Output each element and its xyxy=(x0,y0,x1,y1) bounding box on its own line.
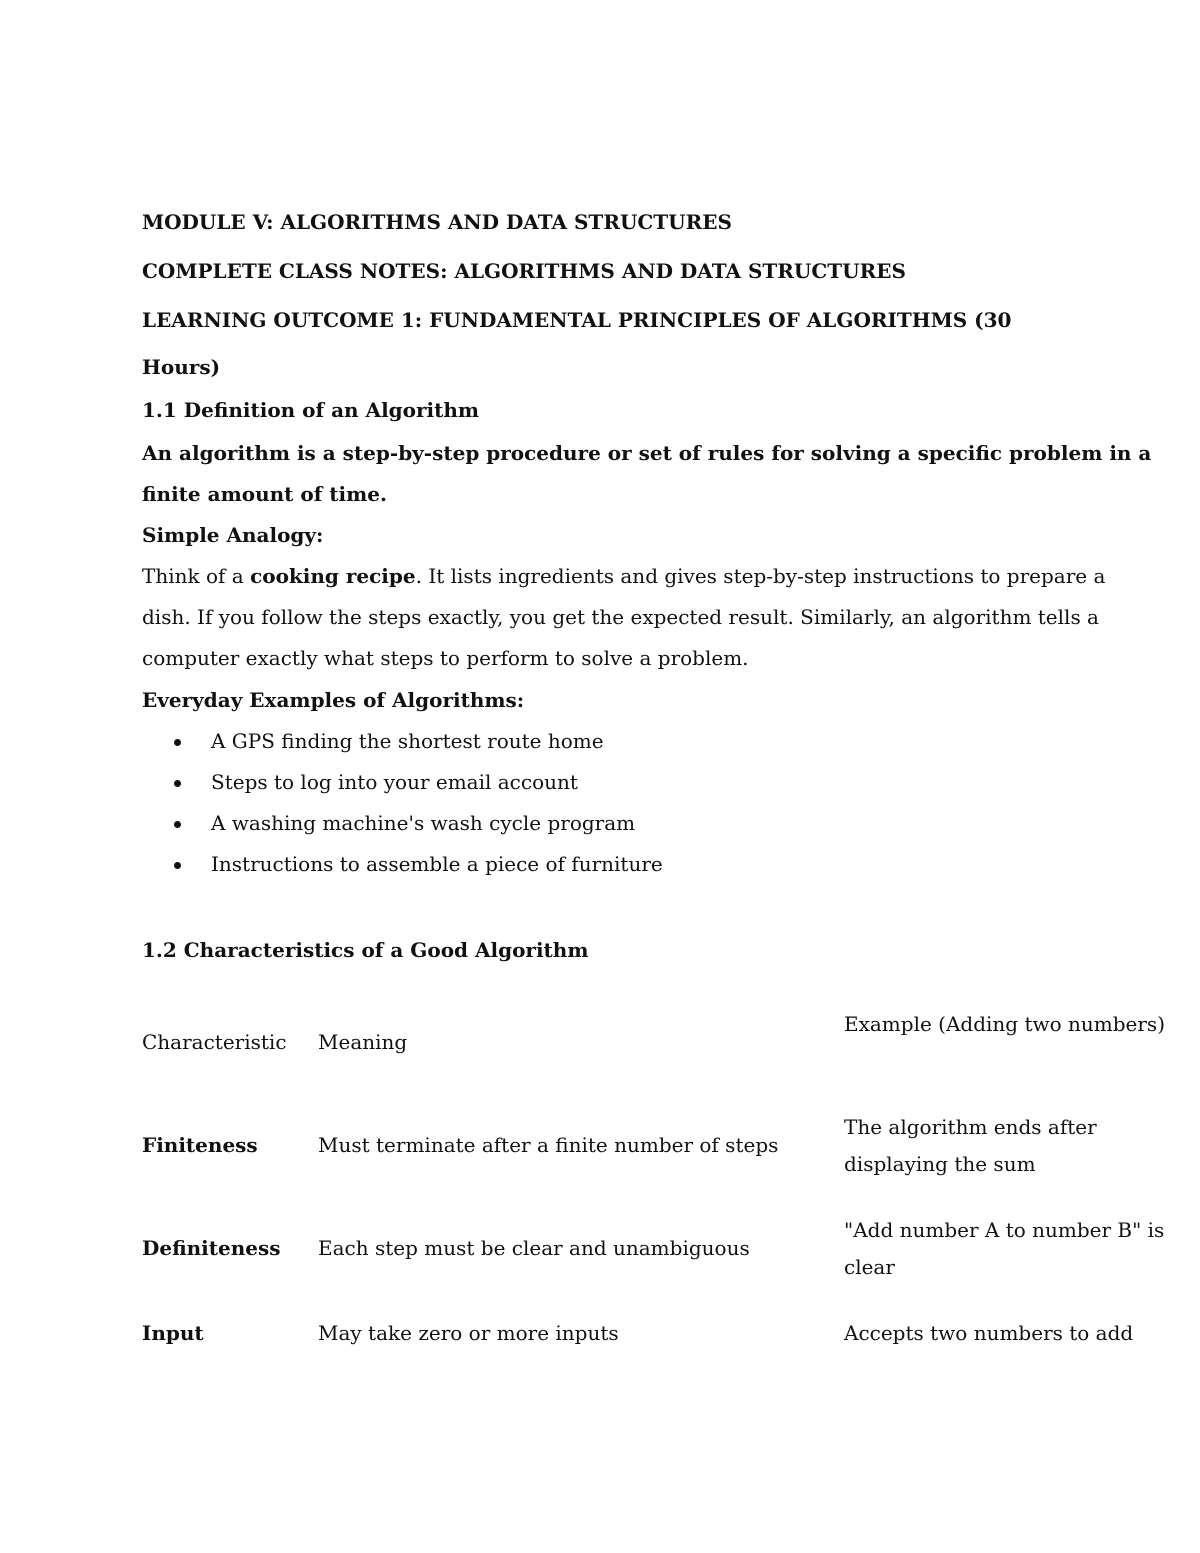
definition-text-cont: finite amount of time. xyxy=(142,482,387,506)
table-cell-characteristic: Definiteness xyxy=(142,1236,281,1260)
analogy-text: Think of a xyxy=(142,564,251,588)
class-notes-title: COMPLETE CLASS NOTES: ALGORITHMS AND DATA STRUCTURES xyxy=(142,259,906,283)
module-title: MODULE V: ALGORITHMS AND DATA STRUCTURES xyxy=(142,210,732,234)
analogy-paragraph-line: dish. If you follow the steps exactly, you get the expected result. Similarly, an algorithm tells a xyxy=(142,605,1099,629)
table-header-meaning: Meaning xyxy=(318,1030,408,1054)
table-cell-meaning: Must terminate after a finite number of steps xyxy=(318,1133,779,1157)
table-cell-meaning: May take zero or more inputs xyxy=(318,1321,619,1345)
table-cell-example: Accepts two numbers to add xyxy=(844,1321,1134,1345)
analogy-text: . It lists ingredients and gives step-by-step instructions to prepare a xyxy=(415,564,1106,588)
table-cell-meaning: Each step must be clear and unambiguous xyxy=(318,1236,750,1260)
bullet-icon xyxy=(174,739,181,746)
learning-outcome-title-cont: Hours) xyxy=(142,355,221,379)
bullet-icon xyxy=(174,821,181,828)
bullet-icon xyxy=(174,780,181,787)
analogy-paragraph-line: computer exactly what steps to perform to solve a problem. xyxy=(142,646,749,670)
table-cell-characteristic: Finiteness xyxy=(142,1133,258,1157)
table-cell-example: The algorithm ends after displaying the sum xyxy=(844,1115,1097,1176)
table-cell-example: "Add number A to number B" is clear xyxy=(844,1218,1165,1279)
section-1-2-heading: 1.2 Characteristics of a Good Algorithm xyxy=(142,938,589,962)
table-header-example: Example (Adding two numbers) xyxy=(844,1012,1165,1036)
analogy-emphasis: cooking recipe xyxy=(250,564,416,588)
table-cell-characteristic: Input xyxy=(142,1321,204,1345)
learning-outcome-title: LEARNING OUTCOME 1: FUNDAMENTAL PRINCIPLES OF ALGORITHMS (30 xyxy=(142,308,1012,332)
examples-label: Everyday Examples of Algorithms: xyxy=(142,688,525,712)
bullet-icon xyxy=(174,862,181,869)
section-1-1-heading: 1.1 Definition of an Algorithm xyxy=(142,398,480,422)
table-header-characteristic: Characteristic xyxy=(142,1030,287,1054)
document-page: MODULE V: ALGORITHMS AND DATA STRUCTURES COMPLETE CLASS NOTES: ALGORITHMS AND DATA STRUCTURES LEARNING OUTCOME 1: FUNDAMENTAL PRINCIPLES OF ALGORITHMS (30 Hours) 1.1 Definition of an Algorithm An algorithm is a step-by-step procedure or set of rules for solving a specific problem in a finite amount of time. Simple Analogy: Think of a cooking recipe. It lists ingredients and gives step-by-step instructions to prepare a dish. If you follow the steps exactly, you get the expected result. Similarly, an algorithm tells a computer exactly what steps to perform to solve a problem. Everyday Examples of Algorithms: A GPS finding the shortest route home Steps to log into your email account A washing machine's wash cycle program Instructions to assemble a piece of furniture 1.2 Characteristics of a Good Algorithm Characteristic Meaning Example (Adding two numbers) Finiteness Must terminate after a finite number of steps The algorithm ends after displaying the sum Definiteness Each step must be clear and unambiguous "Add number A to number B" is clear Input May take zero or more inputs Accepts two numbers to add xyxy=(0,0,1200,1553)
analogy-paragraph-line xyxy=(142,564,1105,588)
analogy-label: Simple Analogy: xyxy=(142,523,324,547)
definition-text: An algorithm is a step-by-step procedure or set of rules for solving a specific problem in a xyxy=(142,441,1152,465)
